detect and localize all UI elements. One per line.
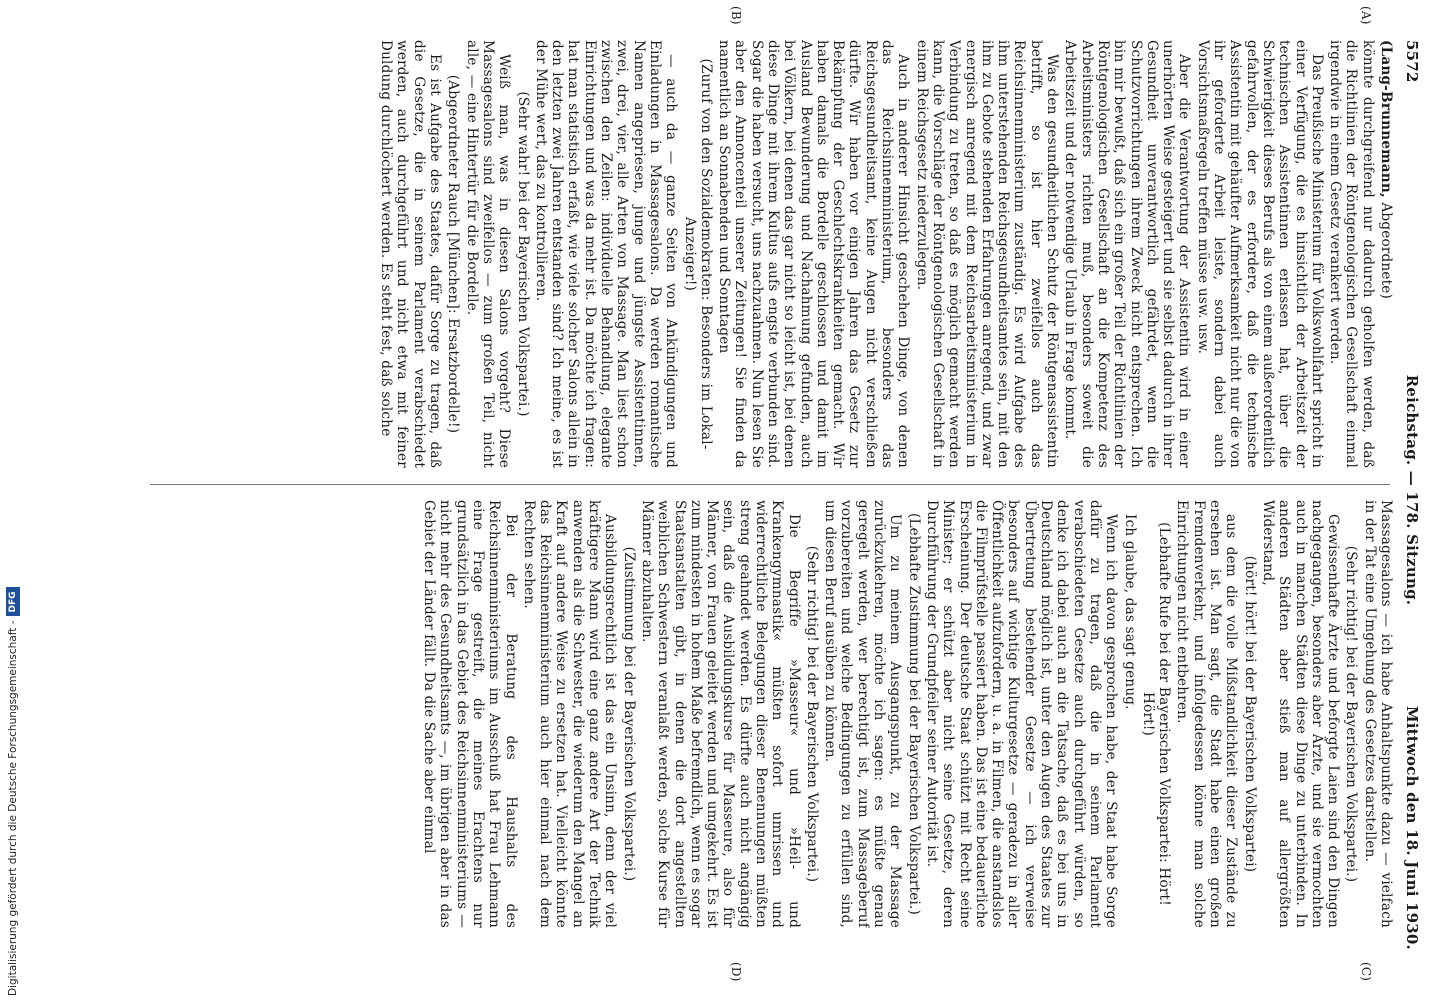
page-number: 5572	[1403, 40, 1422, 83]
margin-marker-b: (B)	[729, 6, 743, 25]
funding-credit	[4, 36, 22, 996]
paragraph: Massagesalons — ich habe Anhaltspunkte dazu — vielfach in der Tat eine Umgehung des Gesetzes darstellen.	[1361, 500, 1394, 928]
paragraph: Bei der Beratung des Haushalts des Reichsinnenministeriums im Ausschuß hat Frau Lehmann eine Frage gestreift, die meines Erachtens nur grundsätzlich in das Gebiet des Reichsinnenministeriums — nicht mehr des Gesundheitsamts —, im übrigen aber in das Gebiet der Länder fällt. Da die Sache aber einmal	[421, 500, 519, 928]
paragraph: Wenn ich davon gesprochen habe, der Staat habe Sorge dafür zu tragen, daß die in seinem Parlament verabschiedeten Gesetze auch durchgeführt würden, so denke ich dabei auch an die Tatsache, daß es bei uns in Deutschland möglich ist, unter den Augen des Staates zur Übertretung bestehender Gesetze — ich verweise besonders auf wichtige Kulturgesetze — geradezu in aller Öffentlichkeit aufzufordern, u. a. in Filmen, die anstandslos die Filmprüfstelle passiert haben. Das ist eine bedauerliche Erscheinung. Der deutsche Staat schützt mit Recht seine Minister; er schützt aber nicht seine Gesetze, deren Durchführung der Grundpfeiler seiner Autorität ist.	[923, 500, 1120, 928]
paragraph: Ich glaube, das sagt genug.	[1121, 514, 1138, 710]
dfg-logo: DFG	[6, 587, 20, 616]
funding-credit-text: Digitalisierung gefördert durch die Deutsche Forschungsgemeinschaft -	[7, 620, 19, 996]
interjection: (Sehr richtig! bei der Bayerischen Volkspartei.)	[1343, 545, 1360, 883]
paragraph: Auch in anderer Hinsicht geschehen Dinge, von denen das Reichsinnenministerium, besonders das Reichsgesundheitsamt, keine Augen nicht verschließen dürfte. Wir haben vor einigen Jahren das Gesetz zur Bekämpfung der Geschlechtskrankheiten gemacht. Wir haben damals die Bordelle geschlossen und damit im Ausland Bewunderung und Nachahmung gefunden, auch bei Völkern, bei denen das gar nicht so leicht ist, bei denen diese Dinge mit ihrem Kultus aufs engste verbunden sind. Sogar die haben versucht, uns nachzuahmen. Nun lesen Sie aber den Annoncenteil unserer Zeitungen! Sie finden da namentlich an Sonnabenden und Sonntagen	[716, 40, 912, 468]
margin-marker-a: (A)	[1359, 6, 1373, 25]
margin-marker-d: (D)	[729, 962, 743, 982]
running-head: Reichstag. — 178. Sitzung.	[1403, 374, 1422, 606]
paragraph: Das Preußische Ministerium für Volkswohlfahrt spricht in einer Verfügung, die es hinsichtlich der Arbeitszeit der technischen Assistentinnen erlassen hat, über die Schwierigkeit dieses Berufs als von einem außerordentlich gefahrvollen, der es erfordere, daß die technische Assistentin mit gehäufter Aufmerksamkeit nicht nur die von ihr geforderte Arbeit leiste, sondern dabei auch Vorsichtsmaßregeln treffen müsse usw. usw.	[1194, 40, 1325, 468]
speaker-role: Abgeordnete)	[1378, 197, 1394, 300]
paragraph: Was den gesundheitlichen Schutz der Röntgenassistentin betrifft, so ist hier zweifellos auch das Reichsinnenministerium zuständig. Es wird Aufgabe des ihm unterstehenden Reichsgesundheitsamtes sein, mit den ihm zu Gebote stehenden Erfahrungen anregend, und zwar energisch anregend mit dem Reichsarbeitsministerium in Verbindung zu treten, so daß es möglich gemacht werden kann, die Vorschläge der Röntgenologischen Gesellschaft in einem Reichsgesetz niederzulegen.	[913, 40, 1061, 468]
text-column-left	[144, 40, 1394, 468]
session-date: Mittwoch den 18. Juni 1930.	[1403, 705, 1422, 950]
paragraph: — auch da — ganze Seiten von Ankündigungen und Einladungen in Massagesalons. Da werden romantische Namen angepriesen, junge und jüngste Assistentinnen, zwei, drei, vier, alle Arten von Massage. Man liest schon zwischen den Zeilen: individuelle Behandlung, elegante Einrichtungen und was da mehr ist. Da möchte ich fragen: hat man statistisch erfaßt, wie viele solcher Salons allein in den letzten zwei Jahren entstanden sind? Ich meine, es ist der Mühe wert, das zu kontrollieren.	[532, 40, 680, 468]
paragraph: Es ist Aufgabe des Staates, dafür Sorge zu tragen, daß die Gesetze, die in seinem Parlament verabschiedet werden, auch durchgeführt und nicht etwa mit feiner Duldung durchlöchert werden. Es steht fest, daß solche	[378, 40, 444, 468]
interjection: (Lebhafte Rufe bei der Bayerischen Volkspartei: Hört! Hört!)	[1139, 522, 1173, 906]
paragraph: Ausbildungsrechtlich ist das ein Unsinn, denn der viel kräftigere Mann wird eine ganz andere Art der Technik anwenden als die Schwester, die wiederum den Mangel an Kraft auf andere Weise zu ersetzen hat. Vielleicht könnte das Reichsinnenministerium auch hier einmal nach dem Rechten sehen.	[520, 500, 619, 928]
interjection: (Lebhafte Zustimmung bei der Bayerischen Volkspartei.)	[905, 512, 922, 916]
interjection: (Zuruf von den Sozialdemokraten: Besonders im Lokal-Anzeiger!)	[681, 58, 714, 450]
column-divider	[150, 484, 1390, 485]
paragraph: könnte durchgreifend nur dadurch geholfen werden, daß die Richtlinien der Röntgenologischen Gesellschaft einmal irgendwie in einem Gesetz verankert werden.	[1327, 40, 1376, 468]
paragraph: aus dem die volle Mißstandlichkeit dieser Zustände zu ersehen ist. Man sagt, die Stadt habe einen großen Fremdenverkehr, und infolgedessen könne man solche Einrichtungen nicht entbehren.	[1174, 500, 1240, 928]
document-page	[34, 0, 1434, 1000]
paragraph: Gewissenhafte Ärzte und beforgte Laien sind den Dingen nachgegangen, besonders aber Ärzte, und sie vermochten auch in manchen Städten diese Dinge zu unterbinden. In anderen Städten aber stieß man auf allergrößten Widerstand,	[1259, 500, 1342, 928]
interjection: (Zustimmung bei der Bayerischen Volkspartei.)	[620, 546, 637, 882]
paragraph: Aber die Verantwortung der Assistentin wird in einer unerhörten Weise gesteigert und sie selbst dadurch in ihrer Gesundheit unverantwortlich gefährdet, wenn die Schutzvorrichtungen ihrem Zweck nicht entsprechen. Ich bin mir bewußt, daß sich ein großer Teil der Richtlinien der Röntgenologischen Gesellschaft an die Kompetenz des Arbeitsministers richten muß, besonders soweit die Arbeitszeit und der notwendige Urlaub in Frage kommt.	[1062, 40, 1193, 468]
paragraph: Die Begriffe »Masseur« und »Heil- und Krankengymnastik« müßten sofort umrissen und widerrechtliche Belegungen dieser Benennungen müßten streng geahndet werden. Es dürfte auch nicht angängig sein, daß die Ausbildungskurse für Masseure, also für Männer, von Frauen geleitet werden und umgekehrt. Es ist zum mindesten in hohem Maße befremdlich, wenn es sogar Staatsanstalten gibt, in denen die dort angestellten weiblichen Schwestern veranlaßt werden, solche Kurse für Männer abzuhalten.	[638, 500, 802, 928]
speaker-line	[1378, 40, 1394, 468]
interjection: (Sehr richtig! bei der Bayerischen Volkspartei.)	[803, 545, 820, 883]
digitization-sidebar	[0, 0, 28, 1000]
page-header	[1400, 40, 1424, 950]
interjection: (Sehr wahr! bei der Bayerischen Volkspartei.)	[514, 91, 531, 417]
paragraph: Um zu meinem Ausgangspunkt, zu der Massage zurückzukehren, möchte ich sagen: es müßte genau geregelt werden, wer berechtigt ist, zum Massageberuf vorzubereiten und welche Bedingungen zu erfüllen sind, um diesen Beruf ausüben zu können.	[822, 500, 904, 928]
text-column-right	[144, 500, 1394, 928]
interjection: (Abgeordneter Rauch [München]: Ersatzbordelle!)	[445, 74, 462, 434]
interjection: (hört! hört! bei der Bayerischen Volkspartei)	[1241, 555, 1258, 873]
margin-marker-c: (C)	[1359, 962, 1373, 982]
paragraph: Weiß man, was in diesen Salons vorgeht? Diese Massagesalons sind zweifellos — zum großen Teil, nicht alle, — eine Hintertür für die Bordelle.	[463, 40, 513, 468]
speaker-name: (Lang-Brunnemann,	[1378, 40, 1394, 198]
